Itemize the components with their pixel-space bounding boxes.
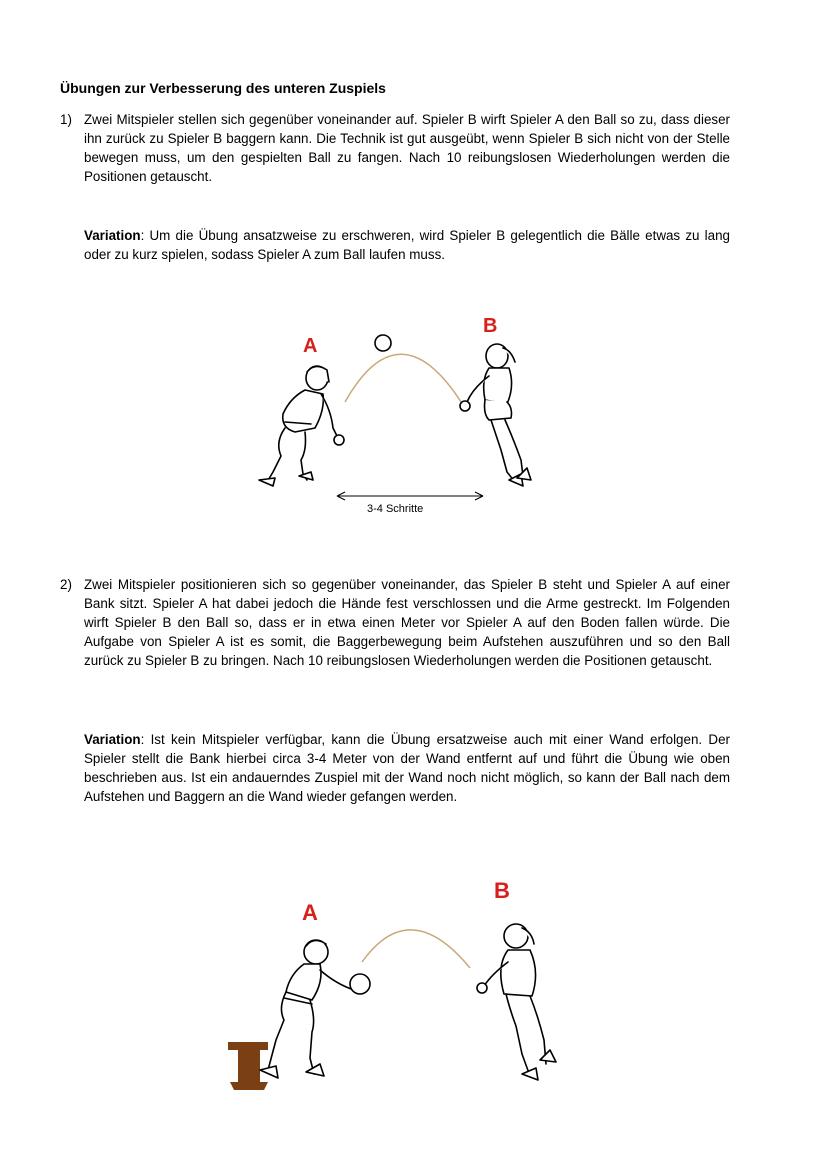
exercise-2-text: Zwei Mitspieler positionieren sich so gegenüber voneinander, das Spieler B steht und Spieler A auf einer Bank sitzt. Spieler A hat dabei jedoch die Hände fest verschlossen und die Arme gestreckt. Im Folgenden wirft Spieler B den Ball so, dass er in etwa einen Meter vor Spieler A auf den Boden fallen würde. Die Aufgabe von Spieler A ist es somit, die Baggerbewegung beim Aufstehen auszuführen und so den Ball zurück zu Spieler B zu bringen. Nach 10 reibungslosen Wiederholungen werden die Positionen getauscht. — [84, 577, 730, 668]
distance-caption: 3-4 Schritte — [367, 503, 424, 515]
variation-text: : Ist kein Mitspieler verfügbar, kann die Übung ersatzweise auch mit einer Wand erfolgen. Der Spieler stellt die Bank hierbei circa 3-4 Meter von der Wand entfernt auf und führt die Übung wie oben beschrieben aus. Ist ein andauerndes Zuspiel mit der Wand noch nicht möglich, so kann der Ball nach dem Aufstehen und Baggern an die Wand wieder gefangen werden. — [84, 732, 730, 804]
variation-label: Variation — [84, 732, 141, 747]
exercise-2-variation — [84, 730, 730, 806]
figure-1-label-a: A — [303, 335, 318, 357]
exercise-2-number: 2) — [60, 577, 72, 592]
ball-trajectory-arc — [345, 354, 463, 405]
variation-text: : Um die Übung ansatzweise zu erschweren, wird Spieler B gelegentlich die Bälle etwas zu lang oder zu kurz spielen, sodass Spieler A zum Ball laufen muss. — [84, 228, 730, 262]
figure-2-label-a: A — [302, 900, 318, 925]
distance-arrow — [337, 492, 483, 500]
player-a-figure — [260, 940, 370, 1078]
exercise-1-text: Zwei Mitspieler stellen sich gegenüber voneinander auf. Spieler B wirft Spieler A den Ball so zu, dass dieser ihn zurück zu Spieler B baggern kann. Die Technik ist gut ausgeübt, wenn Spieler B sich nicht von der Stelle bewegen muss, um den gespielten Ball zu fangen. Nach 10 reibungslosen Wiederholungen werden die Positionen getauscht. — [84, 112, 730, 184]
ball-trajectory-arc — [362, 930, 470, 968]
exercise-2 — [60, 575, 730, 670]
player-b-figure — [477, 924, 556, 1080]
player-a-figure — [259, 366, 344, 486]
exercise-1 — [60, 110, 730, 186]
figure-1 — [245, 310, 555, 525]
ball-icon — [375, 335, 391, 351]
exercise-1-variation — [84, 226, 730, 264]
variation-label: Variation — [84, 228, 141, 243]
page-title: Übungen zur Verbesserung des unteren Zuspiels — [60, 80, 386, 96]
figure-2-label-b: B — [494, 878, 510, 903]
figure-2 — [220, 870, 580, 1100]
figure-1-label-b: B — [483, 315, 498, 337]
exercise-1-number: 1) — [60, 112, 72, 127]
bench-icon — [228, 1042, 268, 1090]
player-b-figure — [460, 344, 531, 486]
